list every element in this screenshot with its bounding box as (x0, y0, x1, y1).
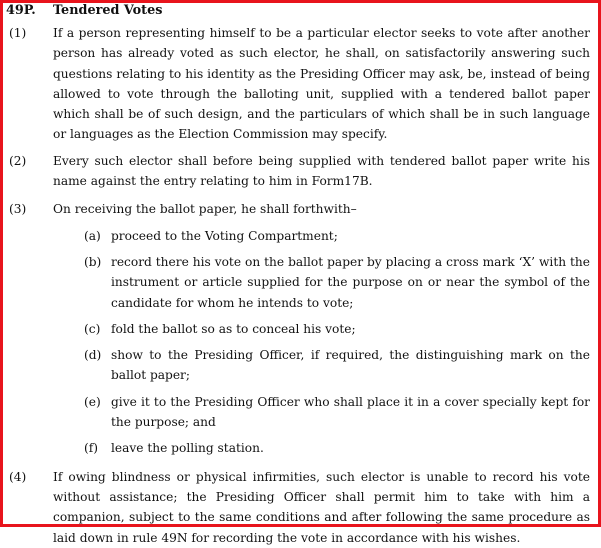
clause-text: Every such elector shall before being supplied with tendered ballot paper write his name against the entry relating to him in Form17B. (53, 153, 590, 189)
clause-number: (1) (9, 26, 27, 40)
section-title: Tendered Votes (53, 3, 163, 18)
clause-number: (4) (9, 469, 27, 484)
subclause-e (84, 392, 596, 433)
clause-1 (6, 23, 596, 145)
subclause-f (84, 438, 596, 458)
subclause-text: record there his vote on the ballot paper by placing a cross mark ‘X’ with the instrument or article supplied for the purpose on or near the symbol of the candidate for whom he intends to vote; (111, 254, 590, 310)
clause-text: If a person representing himself to be a particular elector seeks to vote after another person has already voted as such elector, he shall, on satisfactorily answering such questions relating to his identity as the Presiding Officer may ask, be, instead of being allowed to vote through the balloting unit, supplied with a tendered ballot paper which shall be of such design, and the particulars of which shall be in such language or languages as the Election Commission may specify. (53, 26, 590, 142)
section-number: 49P. (6, 3, 36, 18)
clause-text: If owing blindness or physical infirmities, such elector is unable to record his vote without assistance; the Presiding Officer shall permit him to take with him a companion, subject to the same conditions and after following the same procedure as laid down in rule 49N for recording the vote in accordance with his wishes. (53, 469, 590, 545)
clause-3 (6, 199, 596, 219)
subclause-d (84, 345, 596, 386)
clause-number: (2) (9, 153, 27, 168)
subclause-a (84, 226, 596, 246)
section-heading (6, 1, 596, 23)
clause-number: (3) (9, 202, 27, 217)
subclause-number: (e) (84, 394, 101, 409)
clause-text: On receiving the ballot paper, he shall forthwith– (53, 202, 357, 217)
clause-2 (6, 151, 596, 192)
subclause-number: (b) (84, 254, 102, 269)
legal-document (6, 1, 596, 548)
subclause-number: (c) (84, 321, 101, 336)
subclause-number: (f) (84, 441, 99, 456)
subclause-text: fold the ballot so as to conceal his vote; (111, 321, 356, 336)
subclause-b (84, 252, 596, 313)
subclause-text: leave the polling station. (111, 441, 264, 456)
subclause-text: give it to the Presiding Officer who shall place it in a cover specially kept for the purpose; and (111, 394, 590, 430)
subclause-text: proceed to the Voting Compartment; (111, 228, 338, 243)
subclause-c (84, 319, 596, 339)
subclause-number: (d) (84, 348, 102, 363)
subclause-number: (a) (84, 228, 101, 243)
clause-4 (6, 467, 596, 548)
subclause-text: show to the Presiding Officer, if required, the distinguishing mark on the ballot paper; (111, 348, 590, 383)
